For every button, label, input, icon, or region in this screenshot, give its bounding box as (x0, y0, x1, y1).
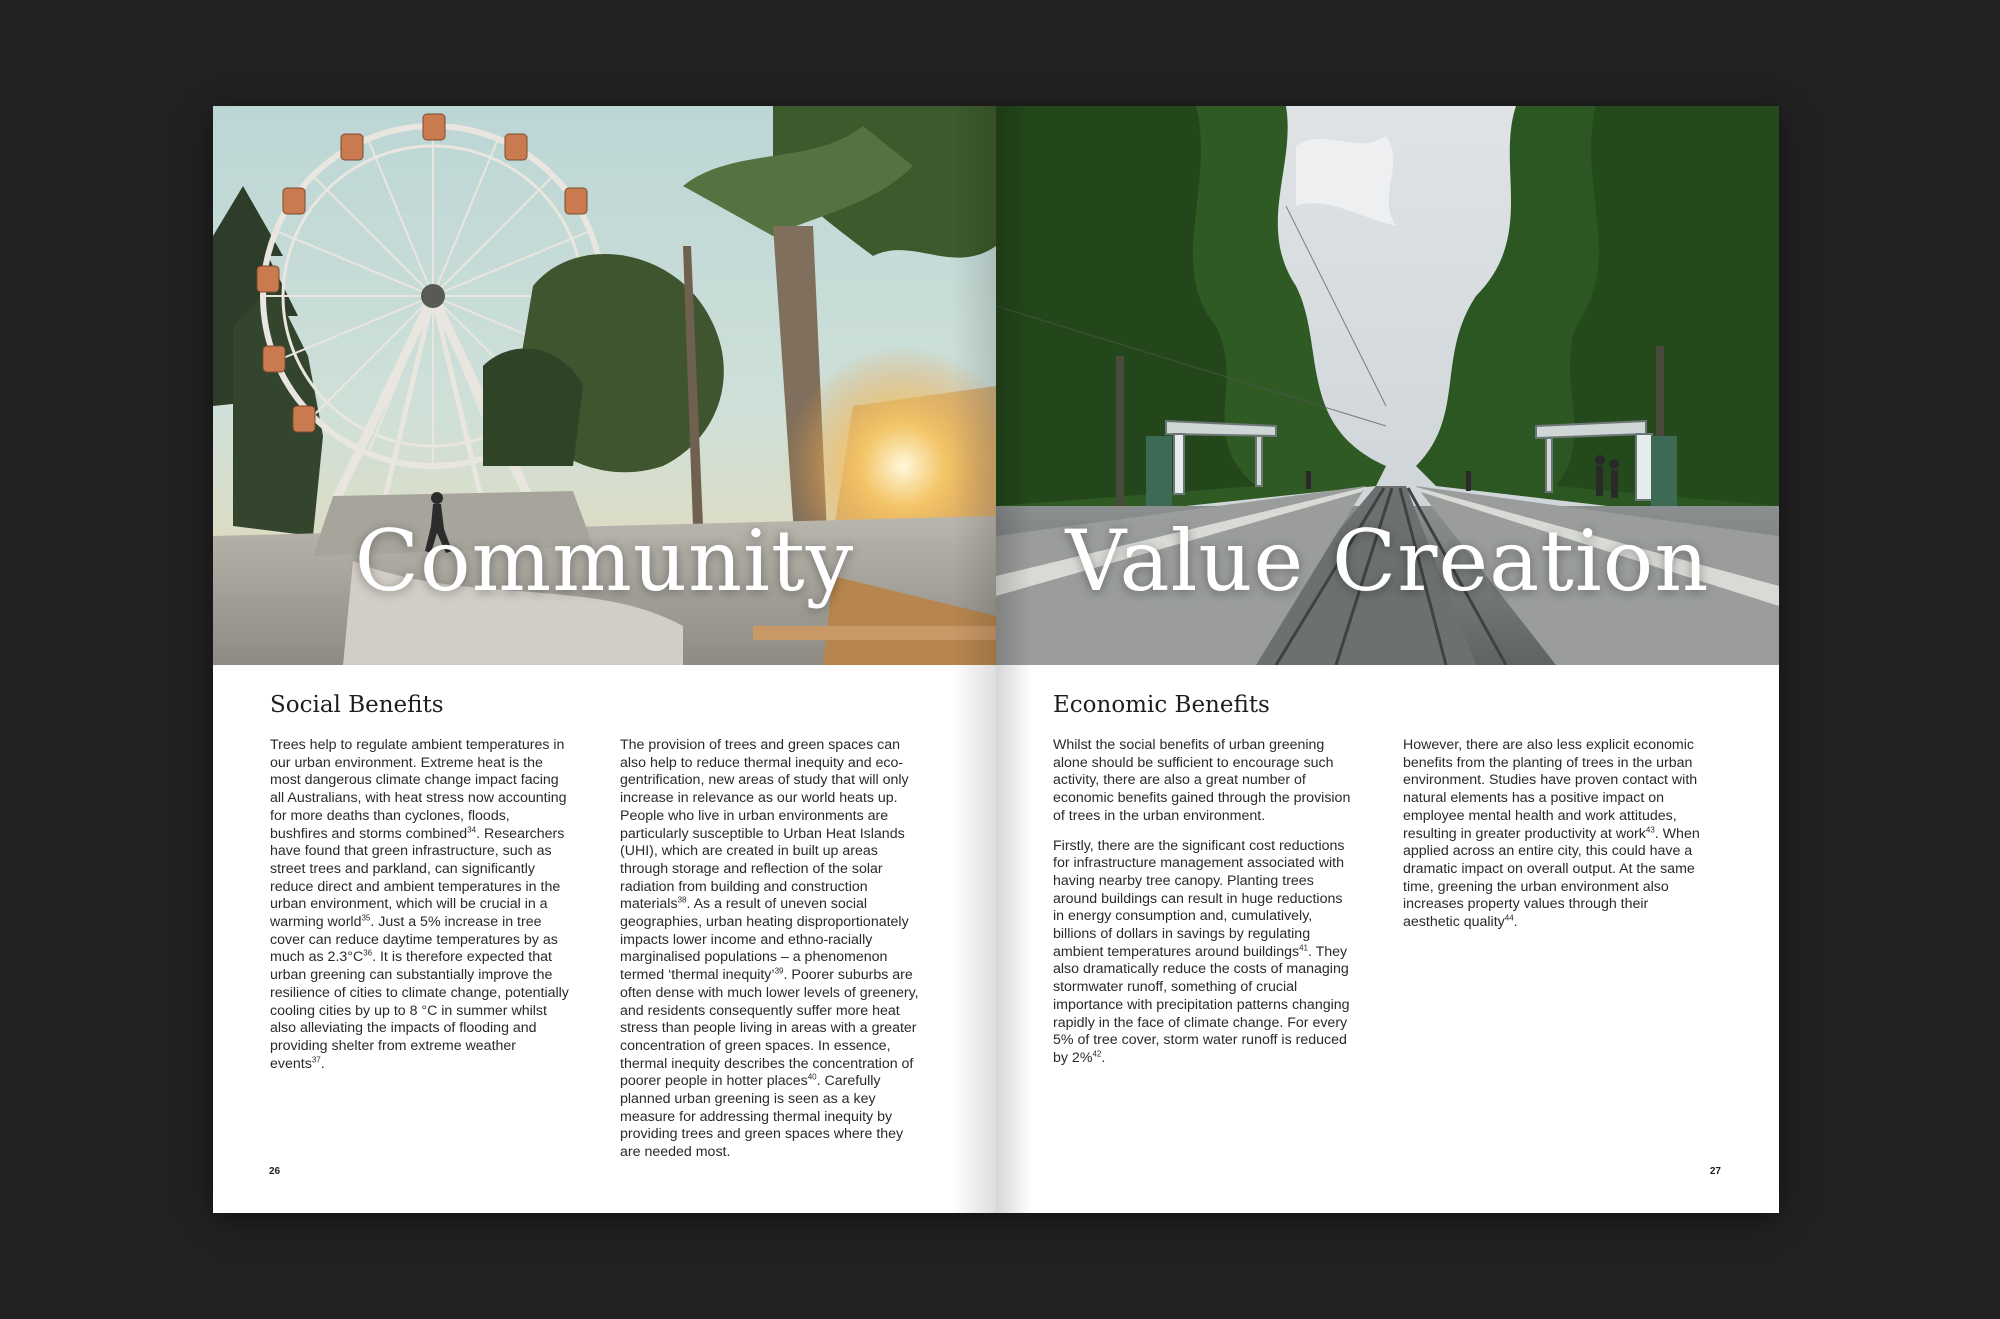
section-heading: Social Benefits (270, 692, 444, 718)
page-title: Community (354, 512, 855, 610)
body-paragraph: Firstly, there are the significant cost reductions for infrastructure management associated with having nearby tree canopy. Planting trees around buildings can result in huge reductions in energy consumption and, cumulatively, billions of dollars in savings by regulating ambient temperatures around buildings$^{41}$. They also dramatically reduce the costs of managing stormwater runoff, something of crucial importance with precipitation patterns changing rapidly in the face of climate change. For every 5% of tree cover, storm water runoff is reduced by 2%$^{42}$. (1053, 837, 1350, 1066)
text-column (270, 737, 570, 1085)
body-paragraph: However, there are also less explicit economic benefits from the planting of trees in the urban environment. Studies have proven contact with natural elements has a positive impact on employee mental health and work attitudes, resulting in greater productivity at work$^{43}$. When applied across an entire city, this could have a dramatic impact on overall output. At the same time, greening the urban environment also increases property values through their aesthetic quality$^{44}$. (1403, 737, 1700, 931)
magazine-spread (213, 106, 1779, 1213)
section-heading: Economic Benefits (1053, 692, 1270, 718)
text-column (1053, 737, 1353, 1080)
page-number: 26 (269, 1166, 281, 1177)
text-column (620, 737, 920, 1174)
page-number: 27 (1709, 1166, 1721, 1177)
body-paragraph: The provision of trees and green spaces can also help to reduce thermal inequity and eco-gentrification, new areas of study that will only increase in relevance as our world heats up. People who live in urban environments are particularly susceptible to Urban Heat Islands (UHI), which are created in built up areas through storage and reflection of the solar radiation from building and construction materials$^{38}$. As a result of uneven social geographies, urban heating disproportionately impacts lower income and ethno-racially marginalised populations – a phenomenon termed ‘thermal inequity’$^{39}$. Poorer suburbs are often dense with much lower levels of greenery, and residents consequently suffer more heat stress than people living in areas with a greater concentration of green spaces. In essence, thermal inequity describes the concentration of poorer people in hotter places$^{40}$. Carefully planned urban greening is seen as a key measure for addressing thermal inequity by providing trees and green spaces where they are needed most. (620, 737, 919, 1161)
page-title: Value Creation (1065, 512, 1710, 610)
body-paragraph: Whilst the social benefits of urban greening alone should be sufficient to encourage such activity, there are also a great number of economic benefits gained through the provision of trees in the urban environment. (1053, 737, 1351, 824)
right-page (996, 106, 1779, 1213)
body-paragraph: Trees help to regulate ambient temperatures in our urban environment. Extreme heat is the most dangerous climate change impact facing all Australians, with heat stress now accounting for more deaths than cyclones, floods, bushfires and storms combined$^{34}$. Researchers have found that green infrastructure, such as street trees and parkland, can significantly reduce direct and ambient temperatures in the urban environment, which will be crucial in a warming world$^{35}$. Just a 5% increase in tree cover can reduce daytime temperatures by as much as $2.3^\circ C^{36}$. It is therefore expected that urban greening can substantially improve the resilience of cities to climate change, potentially cooling cities by up to 8 °C in summer whilst also alleviating the impacts of flooding and providing shelter from extreme weather events$^{37}$. (270, 737, 569, 1072)
left-page (213, 106, 996, 1213)
text-column (1403, 737, 1703, 944)
